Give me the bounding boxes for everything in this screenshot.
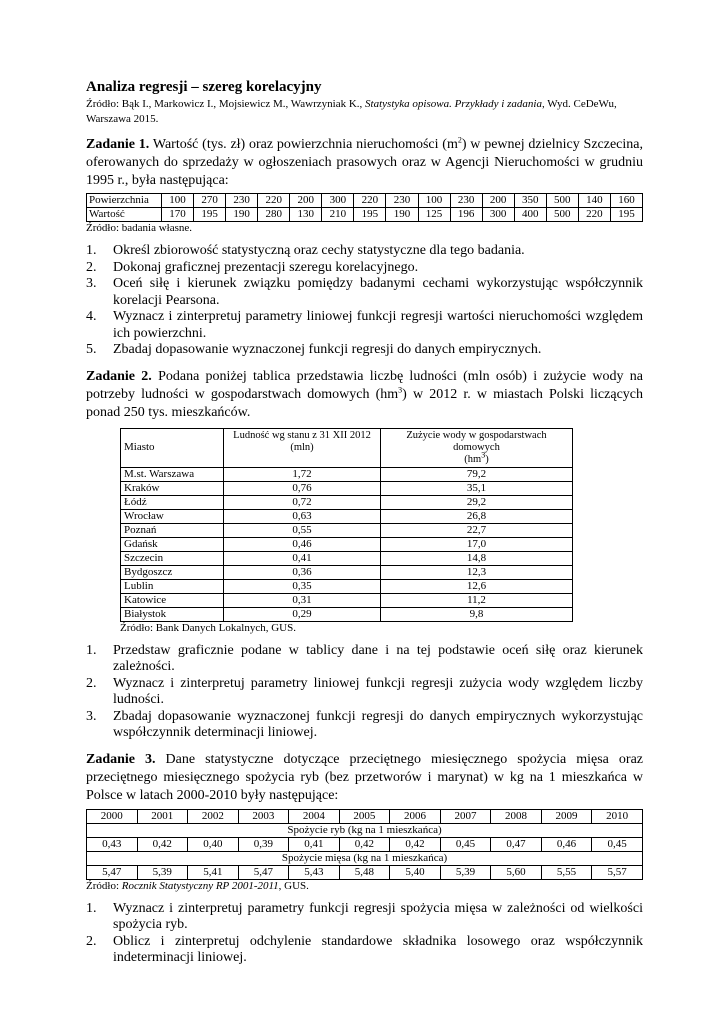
table-cell: Białystok — [121, 607, 224, 621]
table-cell: 130 — [290, 208, 322, 222]
table-cell: 0,47 — [491, 837, 542, 851]
source-authors: Źródło: Bąk I., Markowicz I., Mojsiewicz M., Wawrzyniak K., — [86, 98, 366, 110]
table-cell: 140 — [578, 194, 610, 208]
table-row — [121, 537, 573, 551]
task1-table-source: Źródło: badania własne. — [86, 222, 192, 234]
table-cell: Gdańsk — [121, 537, 224, 551]
table-cell: 210 — [322, 208, 354, 222]
table-cell: 0,35 — [224, 579, 381, 593]
table-cell: 5,41 — [188, 865, 239, 879]
table-cell: 200 — [482, 194, 514, 208]
year-cell: 2010 — [592, 809, 643, 823]
table-cell: 500 — [546, 194, 578, 208]
table-cell: 200 — [290, 194, 322, 208]
table-cell: 195 — [610, 208, 642, 222]
table-row — [121, 495, 573, 509]
table-cell: 270 — [194, 194, 226, 208]
table-cell: 0,41 — [289, 837, 340, 851]
list-item: 5. Zbadaj dopasowanie wyznaczonej funkcji regresji do danych empirycznych. — [86, 342, 542, 357]
list-item: 3. Oceń siłę i kierunek związku pomiędzy badanymi cechami wykorzystując współczynnik korelacji Pearsona. — [86, 276, 643, 308]
task2-text-a: Podana poniżej tablica przedstawia liczbę ludności (mln osób) i zużycie wody na potrzeby ludności w gospodarstwach domowych (hm — [86, 368, 644, 402]
year-cell: 2008 — [491, 809, 542, 823]
table-header-row — [87, 809, 643, 823]
list-item: 2. Wyznacz i zinterpretuj parametry liniowej funkcji regresji zużycia wody względem liczby ludności. — [86, 675, 643, 707]
list-item-text: Wyznacz i zinterpretuj parametry funkcji regresji spożycia mięsa w zależności od wielkości spożycia ryb. — [113, 900, 643, 932]
table-cell: 5,43 — [289, 865, 340, 879]
list-item-text: Określ zbiorowość statystyczną oraz cechy statystyczne dla tego badania. — [113, 243, 525, 258]
table-row — [87, 837, 643, 851]
task1-intro — [86, 136, 643, 190]
table-cell: 17,0 — [381, 537, 573, 551]
table-cell: 5,57 — [592, 865, 643, 879]
table-cell: 79,2 — [381, 467, 573, 481]
list-item-text: Zbadaj dopasowanie wyznaczonej funkcji regresji do danych empirycznych wykorzystując współczynnik determinacji liniowej. — [113, 708, 643, 740]
table-cell: 5,48 — [339, 865, 390, 879]
task2-label: Zadanie 2. — [86, 368, 152, 384]
list-item-text: Wyznacz i zinterpretuj parametry liniowej funkcji regresji wartości nieruchomości względem ich powierzchni. — [113, 309, 643, 341]
list-item: 2. Oblicz i zinterpretuj odchylenie standardowe składnika losowego oraz współczynnik indeterminacji liniowej. — [86, 933, 643, 965]
table-row — [121, 481, 573, 495]
document-content — [86, 79, 643, 967]
header-population-line2: (mln) — [290, 441, 314, 453]
header-water-sup: 3 — [481, 450, 486, 459]
table-cell: 195 — [194, 208, 226, 222]
year-cell: 2006 — [390, 809, 441, 823]
table-cell: 29,2 — [381, 495, 573, 509]
table-cell: 5,47 — [238, 865, 289, 879]
table-row — [121, 523, 573, 537]
table-cell: Szczecin — [121, 551, 224, 565]
task3-text: Dane statystyczne dotyczące przeciętnego miesięcznego spożycia mięsa oraz przeciętnego miesięcznego spożycia ryb (bez przetworów i marynat) w kg na 1 mieszkańca w Polsce w latach 2000-2010 były następujące: — [86, 751, 643, 803]
list-item: 1. Wyznacz i zinterpretuj parametry funkcji regresji spożycia mięsa w zależności od wielkości spożycia ryb. — [86, 900, 643, 932]
table-cell: 0,29 — [224, 607, 381, 621]
list-item-text: Zbadaj dopasowanie wyznaczonej funkcji regresji do danych empirycznych. — [113, 342, 542, 357]
source-book-title: Statystyka opisowa. Przykłady i zadania — [365, 98, 542, 110]
table-cell: 5,40 — [390, 865, 441, 879]
table-row — [121, 579, 573, 593]
table-cell: 170 — [162, 208, 194, 222]
table-cell: 220 — [578, 208, 610, 222]
list-item: 1. Określ zbiorowość statystyczną oraz cechy statystyczne dla tego badania. — [86, 243, 525, 258]
table-cell: 22,7 — [381, 523, 573, 537]
table-row — [121, 565, 573, 579]
table-cell: 0,42 — [339, 837, 390, 851]
table-cell: Kraków — [121, 481, 224, 495]
list-item-text: Oceń siłę i kierunek związku pomiędzy badanymi cechami wykorzystując współczynnik korelacji Pearsona. — [113, 276, 643, 308]
table-cell: 0,45 — [592, 837, 643, 851]
task3-source-title: Rocznik Statystyczny RP 2001-2011 — [121, 879, 279, 892]
table-cell: 0,45 — [440, 837, 491, 851]
table-cell: 12,3 — [381, 565, 573, 579]
year-cell: 2001 — [137, 809, 188, 823]
table-cell: 14,8 — [381, 551, 573, 565]
header-population — [224, 428, 381, 467]
table-cell: 100 — [162, 194, 194, 208]
list-item: 3. Zbadaj dopasowanie wyznaczonej funkcji regresji do danych empirycznych wykorzystując współczynnik determinacji liniowej. — [86, 708, 643, 740]
table-section-row — [87, 823, 643, 837]
task2-sup: 3 — [398, 384, 403, 394]
list-item: 4. Wyznacz i zinterpretuj parametry liniowej funkcji regresji wartości nieruchomości względem ich powierzchni. — [86, 309, 643, 341]
task3-source-prefix: Źródło: — [86, 879, 122, 892]
table-cell: Katowice — [121, 593, 224, 607]
task2-intro — [86, 368, 643, 422]
meat-header: Spożycie mięsa (kg na 1 mieszkańca) — [87, 851, 643, 865]
list-item-text: Przedstaw graficznie podane w tablicy dane i na tej podstawie oceń siłę oraz kierunek zależności. — [113, 642, 643, 674]
list-item: 1. Przedstaw graficznie podane w tablicy dane i na tej podstawie oceń siłę oraz kierunek zależności. — [86, 642, 643, 674]
task1-text-a: Wartość (tys. zł) oraz powierzchnia nieruchomości (m — [149, 137, 458, 152]
table-cell: 350 — [514, 194, 546, 208]
task2-text-b: ) w 2012 r. w miastach Polski liczących ponad 250 tys. mieszkańców. — [86, 386, 643, 420]
table-cell: 0,63 — [224, 509, 381, 523]
source-publisher: , Wyd. CeDeWu, Warszawa 2015. — [86, 98, 617, 125]
table-cell: 0,40 — [188, 837, 239, 851]
table-row — [87, 865, 643, 879]
header-population-line1: Ludność wg stanu z 31 XII 2012 — [233, 429, 371, 441]
table-cell: Wrocław — [121, 509, 224, 523]
task3-table — [86, 809, 643, 880]
table-cell: Lublin — [121, 579, 224, 593]
table-cell: 9,8 — [381, 607, 573, 621]
table-row — [121, 593, 573, 607]
table-cell: 0,31 — [224, 593, 381, 607]
table-cell: 230 — [450, 194, 482, 208]
document-source — [86, 97, 643, 127]
row-label-area: Powierzchnia — [87, 194, 162, 208]
header-water-unit-a: (hm — [464, 453, 482, 465]
table-cell: 0,46 — [541, 837, 592, 851]
header-city: Miasto — [121, 428, 224, 467]
table-row — [87, 194, 643, 208]
table-cell: 0,41 — [224, 551, 381, 565]
year-cell: 2007 — [440, 809, 491, 823]
year-cell: 2009 — [541, 809, 592, 823]
table-cell: 220 — [258, 194, 290, 208]
list-item: 2. Dokonaj graficznej prezentacji szeregu korelacyjnego. — [86, 259, 419, 275]
table-cell: 196 — [450, 208, 482, 222]
table-cell: 11,2 — [381, 593, 573, 607]
table-cell: 0,42 — [137, 837, 188, 851]
table-cell: 26,8 — [381, 509, 573, 523]
header-water-unit-b: ) — [485, 453, 489, 465]
row-label-value: Wartość — [87, 208, 162, 222]
table-cell: 0,42 — [390, 837, 441, 851]
year-cell: 2002 — [188, 809, 239, 823]
table-cell: 5,60 — [491, 865, 542, 879]
document-title: Analiza regresji – szereg korelacyjny — [86, 79, 322, 95]
table-cell: 1,72 — [224, 467, 381, 481]
header-water-usage — [381, 428, 573, 467]
table-row — [121, 509, 573, 523]
table-cell: 0,46 — [224, 537, 381, 551]
table-row — [121, 467, 573, 481]
table-cell: 220 — [354, 194, 386, 208]
table-cell: 0,72 — [224, 495, 381, 509]
year-cell: 2005 — [339, 809, 390, 823]
table-cell: 0,43 — [87, 837, 138, 851]
list-item-text: Oblicz i zinterpretuj odchylenie standardowe składnika losowego oraz współczynnik indeterminacji liniowej. — [113, 933, 643, 965]
year-cell: 2003 — [238, 809, 289, 823]
table-row — [121, 551, 573, 565]
table-cell: 125 — [418, 208, 450, 222]
table-cell: 500 — [546, 208, 578, 222]
table-row — [121, 607, 573, 621]
list-item-text: Wyznacz i zinterpretuj parametry liniowej funkcji regresji zużycia wody względem liczby ludności. — [113, 675, 643, 707]
table-cell: 0,55 — [224, 523, 381, 537]
table-cell: 195 — [354, 208, 386, 222]
table-cell: 0,76 — [224, 481, 381, 495]
table-row — [87, 208, 643, 222]
table-header-row — [121, 428, 573, 467]
task3-intro — [86, 751, 643, 805]
year-cell: 2000 — [87, 809, 138, 823]
table-cell: 5,39 — [440, 865, 491, 879]
table-cell: Bydgoszcz — [121, 565, 224, 579]
table-cell: 0,39 — [238, 837, 289, 851]
table-cell: 190 — [386, 208, 418, 222]
table-cell: 0,36 — [224, 565, 381, 579]
task2-list — [86, 643, 643, 742]
task1-table — [86, 193, 643, 222]
table-cell: 5,55 — [541, 865, 592, 879]
header-water-line1: Zużycie wody w gospodarstwach domowych — [406, 429, 547, 453]
fish-header: Spożycie ryb (kg na 1 mieszkańca) — [87, 823, 643, 837]
task1-text-b: ) w pewnej dzielnicy Szczecina, oferowanych do sprzedaży w ogłoszeniach prasowych oraz w Agencji Nieruchomości w grudniu 1995 r., była następująca: — [86, 137, 643, 188]
task3-label: Zadanie 3. — [86, 751, 156, 767]
table-cell: 12,6 — [381, 579, 573, 593]
table-cell: 230 — [386, 194, 418, 208]
table-cell: 100 — [418, 194, 450, 208]
table-cell: 300 — [482, 208, 514, 222]
task3-source-suffix: , GUS. — [278, 879, 309, 892]
table-cell: 35,1 — [381, 481, 573, 495]
table-cell: 230 — [226, 194, 258, 208]
task3-list — [86, 901, 643, 967]
table-cell: Łódź — [121, 495, 224, 509]
task1-list — [86, 243, 643, 359]
list-item-text: Dokonaj graficznej prezentacji szeregu korelacyjnego. — [113, 259, 419, 275]
task1-label: Zadanie 1. — [86, 137, 150, 152]
table-cell: 400 — [514, 208, 546, 222]
table-cell: Poznań — [121, 523, 224, 537]
table-cell: 190 — [226, 208, 258, 222]
table-cell: 5,47 — [87, 865, 138, 879]
task1-sup: 2 — [457, 135, 462, 145]
table-cell: 300 — [322, 194, 354, 208]
table-cell: 5,39 — [137, 865, 188, 879]
task2-table-source: Źródło: Bank Danych Lokalnych, GUS. — [120, 621, 296, 634]
task3-table-source — [86, 880, 643, 893]
table-cell: 280 — [258, 208, 290, 222]
table-section-row — [87, 851, 643, 865]
task2-table — [120, 428, 573, 622]
table-cell: 160 — [610, 194, 642, 208]
year-cell: 2004 — [289, 809, 340, 823]
table-cell: M.st. Warszawa — [121, 467, 224, 481]
